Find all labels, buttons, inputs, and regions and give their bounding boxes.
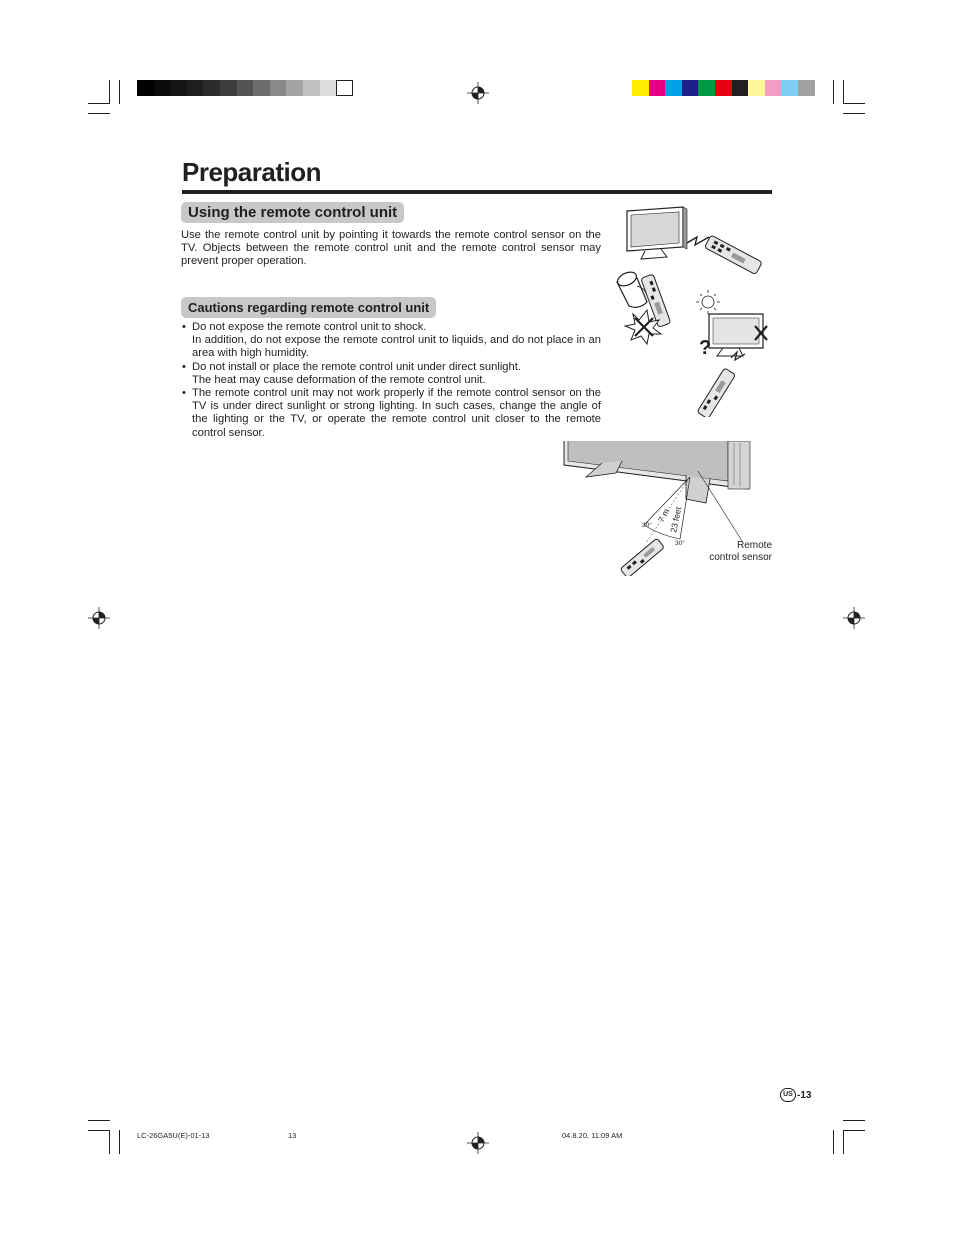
question-mark-icon: ? bbox=[699, 337, 712, 359]
sensor-caption bbox=[680, 540, 772, 564]
process-color-bar bbox=[632, 80, 815, 96]
color-swatch bbox=[649, 80, 666, 96]
color-swatch bbox=[748, 80, 765, 96]
list-item bbox=[181, 361, 601, 387]
registration-mark-left-icon bbox=[88, 607, 110, 629]
footer-timestamp: 04.8.20, 11:09 AM bbox=[562, 1131, 623, 1140]
cautions-list bbox=[181, 321, 601, 440]
distance-feet-label: 23 feet bbox=[668, 505, 684, 534]
caution-text: • The remote control unit may not work properly if the remote control sensor on the TV is under direct sunlight or strong lighting. In such cases, change the angle of the lighting or the TV, or operate the remote control unit closer to the remote control sensor. bbox=[192, 387, 601, 439]
sun-icon bbox=[696, 290, 720, 314]
color-swatch bbox=[320, 80, 337, 96]
color-swatch bbox=[286, 80, 303, 96]
footer-page: 13 bbox=[288, 1131, 297, 1140]
color-swatch bbox=[665, 80, 682, 96]
angle-left-label: 30° bbox=[642, 522, 652, 529]
color-swatch bbox=[154, 80, 171, 96]
footer-file: LC-26GA5U(E)-01-13 bbox=[137, 1131, 210, 1140]
region-badge: US bbox=[780, 1088, 796, 1102]
color-swatch bbox=[170, 80, 187, 96]
grayscale-color-bar bbox=[137, 80, 353, 96]
caution-text: The heat may cause deformation of the remote control unit. bbox=[192, 373, 486, 386]
page-title: Preparation bbox=[182, 157, 321, 187]
list-item bbox=[181, 387, 601, 440]
color-swatch bbox=[798, 80, 815, 96]
color-swatch bbox=[336, 80, 353, 96]
color-swatch bbox=[253, 80, 270, 96]
intro-paragraph: Use the remote control unit by pointing it towards the remote control sensor on the TV. Objects between the remote control unit and the remote control sensor may prevent proper operation. bbox=[181, 229, 601, 268]
angle-right-label: 30° bbox=[675, 540, 685, 547]
color-swatch bbox=[203, 80, 220, 96]
list-item bbox=[181, 321, 601, 361]
page-number bbox=[780, 1088, 811, 1102]
caution-illustrations bbox=[613, 262, 773, 417]
color-swatch bbox=[632, 80, 649, 96]
page-number-text: -13 bbox=[797, 1089, 812, 1101]
color-swatch bbox=[137, 80, 154, 96]
caution-text: • Do not install or place the remote control unit under direct sunlight. bbox=[192, 360, 521, 373]
color-swatch bbox=[682, 80, 699, 96]
color-swatch bbox=[220, 80, 237, 96]
color-swatch bbox=[715, 80, 732, 96]
color-swatch bbox=[781, 80, 798, 96]
color-swatch bbox=[270, 80, 287, 96]
registration-mark-top-icon bbox=[467, 82, 489, 104]
caution-text: • Do not expose the remote control unit to shock. bbox=[192, 321, 427, 333]
distance-metric-label: 7 m bbox=[655, 506, 672, 524]
liquid-spill-icon bbox=[615, 269, 647, 307]
color-swatch bbox=[237, 80, 254, 96]
color-swatch bbox=[187, 80, 204, 96]
cautions-heading: Cautions regarding remote control unit bbox=[181, 297, 436, 318]
sensor-caption-line: control sensor bbox=[709, 552, 772, 563]
sensor-caption-line: Remote bbox=[736, 540, 772, 551]
title-divider bbox=[182, 190, 772, 194]
registration-mark-bottom-icon bbox=[467, 1132, 489, 1154]
registration-mark-right-icon bbox=[843, 607, 865, 629]
section-heading: Using the remote control unit bbox=[181, 202, 404, 223]
color-swatch bbox=[303, 80, 320, 96]
color-swatch bbox=[765, 80, 782, 96]
color-swatch bbox=[732, 80, 749, 96]
color-swatch bbox=[698, 80, 715, 96]
caution-text: In addition, do not expose the remote control unit to liquids, and do not place in an area with high humidity. bbox=[192, 334, 601, 360]
